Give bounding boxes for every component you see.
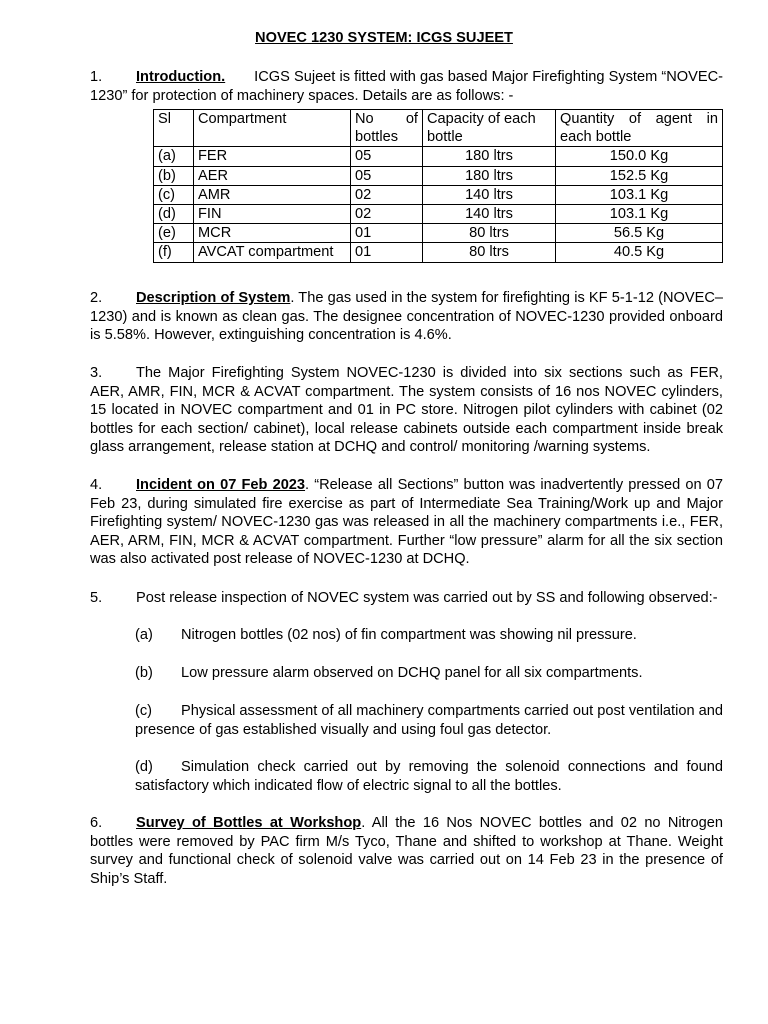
paragraph-number: 4. bbox=[90, 477, 103, 493]
cell-compartment: AER bbox=[194, 166, 351, 185]
cell-capacity: 180 ltrs bbox=[423, 147, 556, 166]
cell-sl: (d) bbox=[154, 205, 194, 224]
cell-sl: (f) bbox=[154, 243, 194, 262]
cell-quantity: 56.5 Kg bbox=[556, 224, 723, 243]
paragraph-description-of-system bbox=[90, 289, 723, 345]
header-capacity: Capacity of each bottle bbox=[423, 110, 556, 147]
paragraph-text: ICGS Sujeet is fitted with gas based Major Firefighting System “NOVEC-1230” for protection of machinery spaces. Details are as follows: - bbox=[90, 69, 723, 104]
table-row bbox=[154, 166, 723, 185]
paragraph-post-release-inspection bbox=[90, 589, 723, 608]
cell-bottles: 02 bbox=[351, 185, 423, 204]
document-title: NOVEC 1230 SYSTEM: ICGS SUJEET bbox=[255, 30, 513, 46]
cell-capacity: 180 ltrs bbox=[423, 166, 556, 185]
cell-quantity: 152.5 Kg bbox=[556, 166, 723, 185]
cell-quantity: 103.1 Kg bbox=[556, 205, 723, 224]
header-no-of-bottles: No of bottles bbox=[351, 110, 423, 147]
paragraph-number: 5. bbox=[90, 590, 103, 606]
observation-text: Simulation check carried out by removing the solenoid connections and found satisfactory which indicated flow of electric signal to all the bottles. bbox=[135, 759, 723, 794]
cell-compartment: FER bbox=[194, 147, 351, 166]
paragraph-survey-of-bottles bbox=[90, 814, 723, 888]
observation-item bbox=[135, 702, 723, 739]
cell-capacity: 80 ltrs bbox=[423, 224, 556, 243]
paragraph-number: 1. bbox=[90, 69, 103, 85]
cell-quantity: 150.0 Kg bbox=[556, 147, 723, 166]
paragraph-heading: Survey of Bottles at Workshop bbox=[136, 815, 362, 831]
observation-item bbox=[135, 626, 723, 645]
table-row bbox=[154, 243, 723, 262]
cell-bottles: 01 bbox=[351, 224, 423, 243]
cell-quantity: 103.1 Kg bbox=[556, 185, 723, 204]
table-header-row bbox=[154, 110, 723, 147]
paragraph-system-sections bbox=[90, 364, 723, 457]
table-row bbox=[154, 147, 723, 166]
cell-sl: (e) bbox=[154, 224, 194, 243]
cell-compartment: MCR bbox=[194, 224, 351, 243]
cell-bottles: 02 bbox=[351, 205, 423, 224]
cell-quantity: 40.5 Kg bbox=[556, 243, 723, 262]
paragraph-text: The Major Firefighting System NOVEC-1230 is divided into six sections such as FER, AER, AMR, FIN, MCR & ACVAT compartment. The system consists of 16 nos NOVEC cylinders, 15 located in NOVEC compartment and 01 in PC store. Nitrogen pilot cylinders with cabinet (02 bottles for each section/ cabinet), local release cabinets outside each compartment inside break glass arrangement, release station at DCHQ and control/ monitoring /warning systems. bbox=[90, 365, 723, 456]
paragraph-introduction bbox=[90, 68, 723, 105]
paragraph-incident bbox=[90, 476, 723, 569]
observation-label: (a) bbox=[135, 627, 153, 643]
cell-bottles: 05 bbox=[351, 147, 423, 166]
paragraph-text: . The gas used in the system for firefighting is KF 5-1-12 (NOVEC–1230) and is known as clean gas. The designee concentration of NOVEC-1230 provided onboard is 5.58%. However, extinguishing concentration is 4.6%. bbox=[90, 290, 723, 344]
cell-compartment: AMR bbox=[194, 185, 351, 204]
table-row bbox=[154, 224, 723, 243]
header-compartment: Compartment bbox=[194, 110, 351, 147]
observation-item bbox=[135, 758, 723, 795]
cell-sl: (c) bbox=[154, 185, 194, 204]
observation-label: (d) bbox=[135, 759, 153, 775]
cell-compartment: FIN bbox=[194, 205, 351, 224]
table-row bbox=[154, 185, 723, 204]
observation-label: (c) bbox=[135, 703, 153, 719]
paragraph-number: 2. bbox=[90, 290, 103, 306]
compartment-details-table bbox=[153, 109, 723, 263]
paragraph-text: Post release inspection of NOVEC system was carried out by SS and following observed:- bbox=[136, 590, 718, 606]
header-sl: Sl bbox=[154, 110, 194, 147]
observation-text: Nitrogen bottles (02 nos) of fin compartment was showing nil pressure. bbox=[181, 627, 637, 643]
paragraph-text: . “Release all Sections” button was inadvertently pressed on 07 Feb 23, during simulated fire exercise as part of Intermediate Sea Training/Work up and Major Firefighting system/ NOVEC-1230 gas was released in all the machinery compartments i.e., FER, AER, ARM, FIN, MCR & ACVAT compartment. Further “low pressure” alarm for all the six section was also activated post release of NOVEC-1230 at DCHQ. bbox=[90, 477, 723, 568]
cell-sl: (a) bbox=[154, 147, 194, 166]
paragraph-heading: Description of System bbox=[136, 290, 291, 306]
cell-capacity: 140 ltrs bbox=[423, 185, 556, 204]
paragraph-heading: Incident on 07 Feb 2023 bbox=[136, 477, 306, 493]
header-quantity: Quantity of agent in each bottle bbox=[556, 110, 723, 147]
cell-bottles: 05 bbox=[351, 166, 423, 185]
table-row bbox=[154, 205, 723, 224]
cell-sl: (b) bbox=[154, 166, 194, 185]
cell-compartment: AVCAT compartment bbox=[194, 243, 351, 262]
observation-text: Physical assessment of all machinery compartments carried out post ventilation and presence of gas established visually and using foul gas detector. bbox=[135, 703, 723, 738]
paragraph-heading: Introduction. bbox=[136, 69, 226, 85]
observation-text: Low pressure alarm observed on DCHQ panel for all six compartments. bbox=[181, 665, 643, 681]
observation-label: (b) bbox=[135, 665, 153, 681]
cell-capacity: 80 ltrs bbox=[423, 243, 556, 262]
paragraph-number: 3. bbox=[90, 365, 103, 381]
cell-capacity: 140 ltrs bbox=[423, 205, 556, 224]
observation-item bbox=[135, 664, 723, 683]
paragraph-text: . All the 16 Nos NOVEC bottles and 02 no Nitrogen bottles were removed by PAC firm M/s Tyco, Thane and shifted to workshop at Thane. Weight survey and functional check of solenoid valve was carried out on 14 Feb 23 in the presence of Ship’s Staff. bbox=[90, 815, 724, 887]
cell-bottles: 01 bbox=[351, 243, 423, 262]
paragraph-number: 6. bbox=[90, 815, 103, 831]
